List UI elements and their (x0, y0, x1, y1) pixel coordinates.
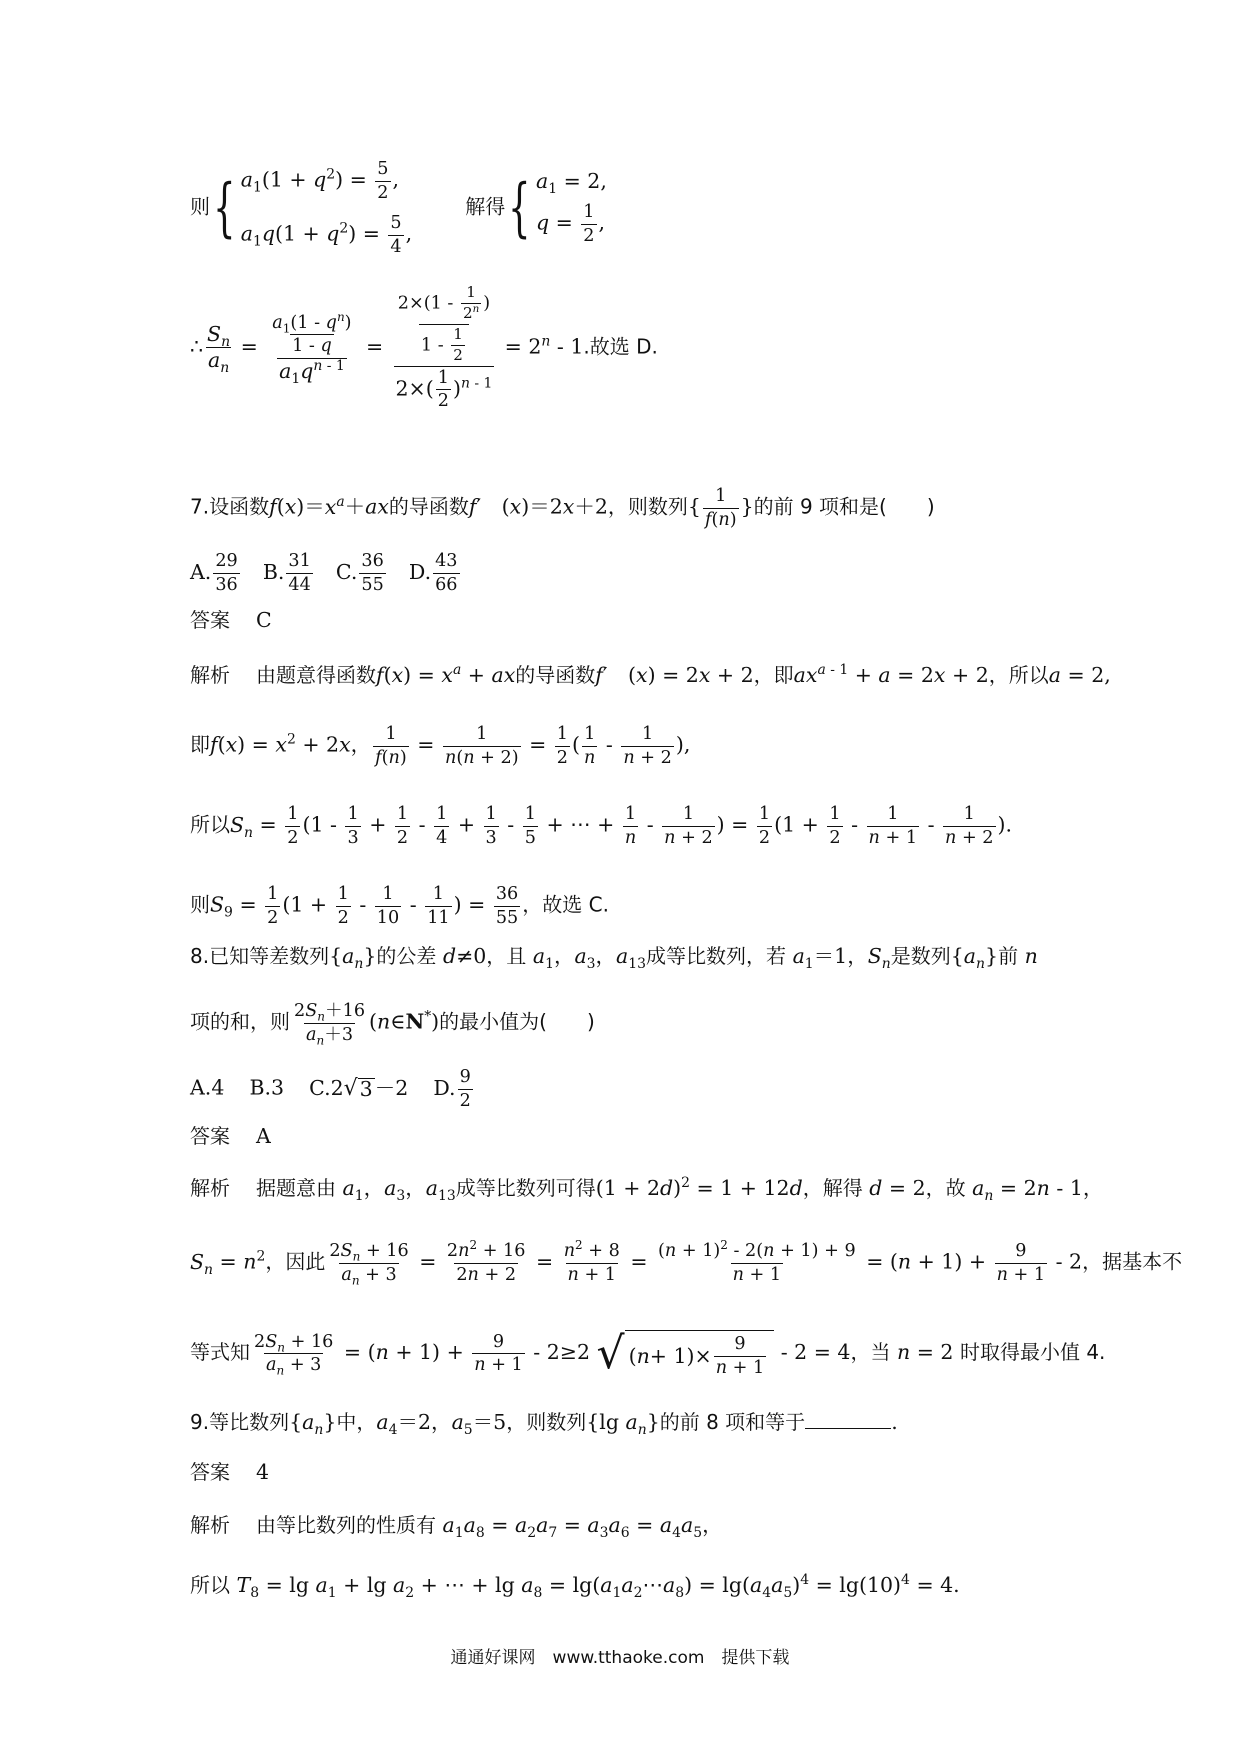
q8-stem-text: 8.已知等差数列 (190, 944, 330, 968)
answer-label: 答案 (190, 1460, 230, 1484)
analysis-text: 即 (190, 732, 210, 757)
q7-option-d: D. $\frac{43}{66}$ (408, 551, 458, 595)
solution6-system-line (190, 160, 1070, 256)
analysis-text: ，当 (850, 1340, 891, 1364)
solution-system: { $a_1 = 2$, q = $\frac{1}{2}$ , (508, 168, 607, 246)
analysis-text: ，因此 (265, 1249, 326, 1274)
q9-stem-text: 的前 8 项和等于 (659, 1410, 806, 1434)
q8-stem-text: 成等比数列，若 (646, 944, 787, 968)
q8-option-d: D. $\frac{9}{2}$ (433, 1067, 471, 1111)
q8-stem-text: 前 (998, 944, 1019, 968)
q7-option-a: A. $\frac{29}{36}$ (190, 551, 238, 595)
q8-option-b: B.3 (249, 1075, 285, 1100)
answer-value: C (256, 608, 272, 632)
q8-options (190, 1068, 1070, 1110)
analysis-text: 的导函数 (515, 663, 596, 687)
q9-stem-text: 9.等比数列 (190, 1410, 290, 1434)
q7-stem-text: 的前 9 项和是( ) (753, 494, 935, 519)
q8-option-c: C.2 √ 3 －2 (309, 1075, 409, 1102)
analysis-text: 时取得最小值 4. (959, 1340, 1106, 1364)
solution6-prefix: 则 (190, 194, 210, 219)
analysis-text: 成等比数列可得 (455, 1176, 596, 1200)
q7-options (190, 552, 1070, 594)
q8-stem-text: ，且 (486, 944, 527, 968)
q7-analysis-line-4: 则$S_9$ = $\frac{1}{2}$ (1 + $\frac{1}{2}$ - $\frac{1}{10}$ - $\frac{1}{11}$ ) = $\frac{36}{55}$ ，故选 C. (190, 884, 609, 928)
q7-analysis-line-1: 解析 由题意得函数$f(x) = x^a$ + ax的导函数f′ (x) = 2x + 2，即$ax^{a - 1} + a = 2x + 2$，所以a = 2, (190, 662, 1111, 687)
q7-stem-text: 7.设函数 (190, 494, 270, 519)
analysis-text: ，解得 (802, 1176, 863, 1200)
analysis-text: 则 (190, 892, 210, 917)
analysis-text: ，即 (753, 663, 794, 687)
answer-value: 4 (256, 1460, 270, 1484)
q7-answer (190, 610, 1070, 631)
analysis-text: ，据基本不 (1082, 1249, 1183, 1274)
analysis-text: 所以 (190, 1573, 230, 1597)
q8-stem-line-1: 8.已知等差数列$\{a_n\}$的公差 d≠0，且 $a_1$，$a_3$，$a_{13}$成等比数列，若 $a_1=1$，$S_n$是数列$\{a_n\}$前 n (190, 944, 1038, 973)
analysis-text: 由题意得函数 (256, 663, 376, 687)
q9-analysis-line-2: 所以 $T_8 = \lg a_1 + \lg a_2$ + ⋯ + $\lg a_8$ = $\lg(a_1a_2\cdots a_8) = \lg(a_4a_5)^4 = \lg(10)^4 = 4$. (190, 1572, 960, 1602)
solution6-solve-label: 解得 (465, 194, 506, 219)
analysis-text: ，所以 (988, 663, 1049, 687)
q8-stem-text: 项的和，则 (190, 1009, 290, 1034)
analysis-label: 解析 (190, 663, 230, 687)
q8-answer (190, 1126, 1070, 1147)
q8-stem-text: 的最小值为( ) (439, 1009, 595, 1034)
system-of-equations: { $a_1(1 + q^2)$ = $\frac{5}{2}$ , $a_1q(1 + q^2)$ = $\frac{5}{4}$ , (213, 159, 413, 257)
q7-option-b: B. $\frac{31}{44}$ (262, 551, 311, 595)
q9-stem: 9.等比数列$\{a_n\}$中，$a_4=2$，$a_5=5$，则数列{lg $a_n$}的前 8 项和等于 . (190, 1410, 898, 1439)
analysis-text: 等式知 (190, 1340, 250, 1364)
q7-stem-text: ，则数列 (607, 494, 688, 519)
q8-analysis-line-3: 等式知 $\frac{2S_n + 16}{a_n + 3}$ = (n + 1) + $\frac{9}{n + 1}$ - 2≥2 √ ( n + 1)× 9 n + 1 - 2 = 4，当 n = 2 时取得最小值 4. (190, 1327, 1106, 1379)
q8-analysis-line-1: 解析 据题意由 $a_1$，$a_3$，$a_{13}$成等比数列可得$(1 + 2d)^2 = 1 + 12d$，解得 d = 2，故 $a_n = 2n - 1$， (190, 1175, 1104, 1205)
q7-option-c: C. $\frac{36}{55}$ (335, 551, 384, 595)
q7-analysis-line-3: 所以$S_n$ = $\frac{1}{2}$ (1 - $\frac{1}{3}$ + $\frac{1}{2}$ - $\frac{1}{4}$ + $\frac{1}{3}$ - $\frac{1}{5}$ + ⋯ + $\frac{1}{n}$ - $\frac{1}{n + 2}$ ) = $\frac{1}{2}$ (1 + $\frac{1}{2}$ - $\frac{1}{n + 1}$ - $\frac{1}{n + 2}$ ). (190, 804, 1013, 848)
answer-blank[interactable] (805, 1410, 891, 1429)
answer-label: 答案 (190, 1124, 230, 1148)
analysis-text: ，故选 C. (522, 892, 609, 917)
answer-value: A (256, 1124, 271, 1148)
q7-stem-text: 的导函数 (388, 494, 469, 519)
q8-stem-text: 的公差 (376, 944, 437, 968)
analysis-text: 据题意由 (256, 1176, 336, 1200)
analysis-text: 所以 (190, 812, 230, 837)
q9-analysis-line-1: 解析 由等比数列的性质有 $a_1a_8 = a_2a_7 = a_3a_6 = a_4a_5$， (190, 1513, 723, 1542)
q9-answer (190, 1462, 1070, 1483)
analysis-label: 解析 (190, 1513, 230, 1537)
q9-stem-text: 中， (336, 1410, 377, 1434)
analysis-text: 由等比数列的性质有 (256, 1513, 436, 1537)
page-footer: 通通好课网 www.tthaoke.com 提供下载 (450, 1648, 790, 1668)
q8-analysis-line-2: $S_n = n^2$，因此 $\frac{2S_n + 16}{a_n + 3}$ = $\frac{2n^2 + 16}{2n + 2}$ = $\frac{n^2 + 8}{n + 1}$ = $\frac{(n + 1)^2 - 2(n + 1) + 9}{n + 1}$ = (n + 1) + $\frac{9}{n + 1}$ - 2，据基本不 (190, 1238, 1183, 1288)
analysis-text: ，故 (925, 1176, 966, 1200)
solution6-ratio-line: ∴ $\frac{S_n}{a_n}$ = $\frac{\frac{a_1(1 - q^n)}{1 - q}}{a_1q^{n - 1}}$ = 2×(1 - $\frac{1}{2^n}$ ) 1 - $\frac{1}{2}$ 2×( $\frac{1}{2}$ )$^{n - 1}$ = $2^n - 1$.故选 D. (190, 283, 658, 412)
q8-stem-line-2: 项的和，则 $\frac{2S_n+16}{a_n+3}$ (n∈N*)的最小值为( ) (190, 1001, 595, 1048)
q8-stem-text: 是数列 (890, 944, 951, 968)
q7-stem: 7.设函数$f(x)=x^a+ax$的导函数f′ (x)＝2x＋2，则数列{ $\frac{1}{f(n)}$ }的前 9 项和是( ) (190, 486, 935, 530)
analysis-label: 解析 (190, 1176, 230, 1200)
solution6-conclusion: .故选 D. (583, 334, 658, 359)
q8-option-a: A.4 (190, 1075, 225, 1100)
answer-label: 答案 (190, 608, 230, 632)
q7-analysis-line-2: 即$f(x) = x^2 + 2x$， $\frac{1}{f(n)}$ = $\frac{1}{n(n + 2)}$ = $\frac{1}{2}$ ( $\frac{1}{n}$ - $\frac{1}{n + 2}$ ), (190, 724, 691, 768)
q9-stem-text: ，则数列 (506, 1410, 587, 1434)
